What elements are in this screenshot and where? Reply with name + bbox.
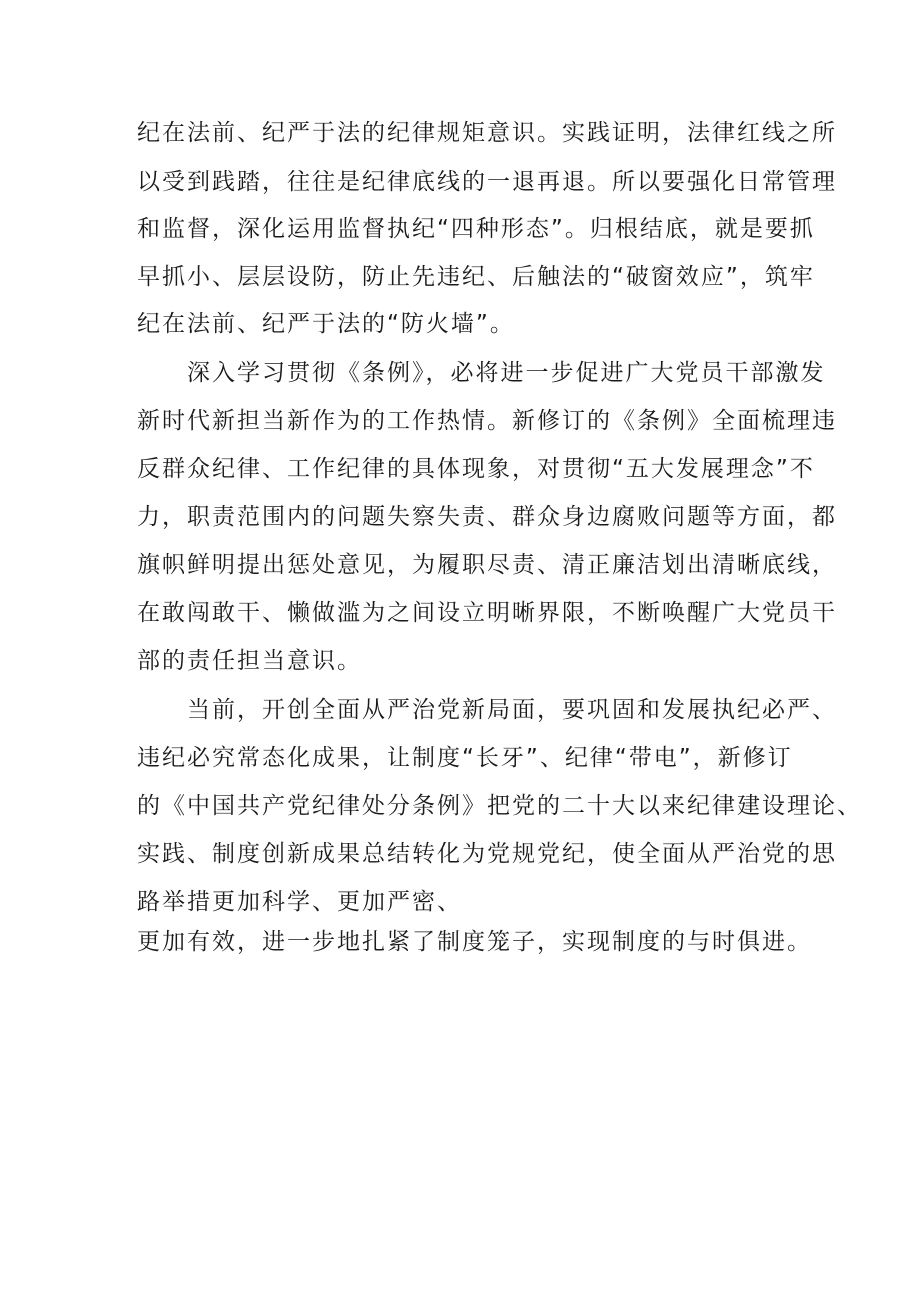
paragraph-3-line-1: 当前，开创全面从严治党新局面，要巩固和发展执纪必严、 <box>187 697 837 723</box>
paragraph-1-line-2: 以受到践踏，往往是纪律底线的一退再退。所以要强化日常管理 <box>137 169 837 195</box>
paragraph-3-line-6: 更加有效，进一步地扎紧了制度笼子，实现制度的与时俱进。 <box>137 929 812 955</box>
paragraph-2-line-1: 深入学习贯彻《条例》，必将进一步促进广大党员干部激发 <box>187 360 826 386</box>
paragraph-2-line-6: 在敢闯敢干、懒做滥为之间设立明晰界限，不断唤醒广大党员干 <box>137 600 837 626</box>
paragraph-3-line-2: 违纪必究常态化成果，让制度“长牙”、纪律“带电”，新修订 <box>137 745 793 771</box>
paragraph-1-line-3: 和监督，深化运用监督执纪“四种形态”。归根结底，就是要抓 <box>137 216 815 242</box>
paragraph-1-line-1: 纪在法前、纪严于法的纪律规矩意识。实践证明，法律红线之所 <box>137 120 837 146</box>
paragraph-3-line-5: 路举措更加科学、更加严密、 <box>137 889 462 915</box>
paragraph-2-line-4: 力，职责范围内的问题失察失责、群众身边腐败问题等方面，都 <box>137 504 837 530</box>
paragraph-3-line-4: 实践、制度创新成果总结转化为党规党纪，使全面从严治党的思 <box>137 841 837 867</box>
paragraph-2-line-3: 反群众纪律、工作纪律的具体现象，对贯彻“五大发展理念”不 <box>137 456 815 482</box>
paragraph-1-line-4: 早抓小、层层设防，防止先违纪、后触法的“破窗效应”，筑牢 <box>137 264 815 290</box>
paragraph-1-line-5: 纪在法前、纪严于法的“防火墙”。 <box>137 311 515 337</box>
paragraph-3-line-3: 的《中国共产党纪律处分条例》把党的二十大以来纪律建设理论、 <box>137 793 862 819</box>
paragraph-2-line-2: 新时代新担当新作为的工作热情。新修订的《条例》全面梳理违 <box>137 408 837 434</box>
paragraph-2-line-7: 部的责任担当意识。 <box>137 648 362 674</box>
paragraph-2-line-5: 旗帜鲜明提出惩处意见，为履职尽责、清正廉洁划出清晰底线， <box>137 552 837 578</box>
